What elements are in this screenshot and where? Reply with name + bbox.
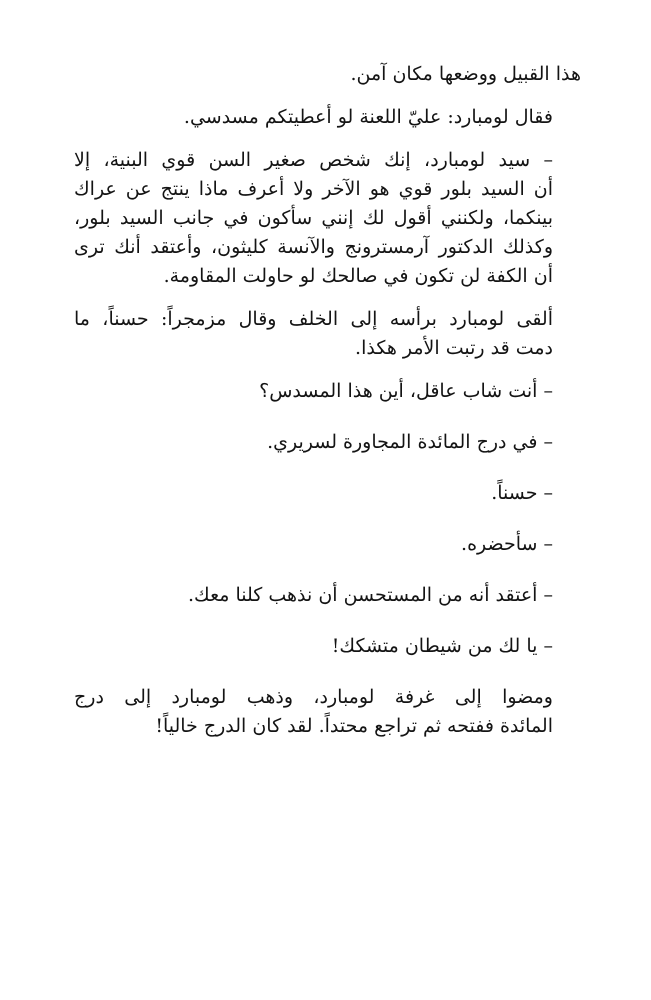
paragraph-continuation bbox=[74, 60, 581, 89]
text-line: ألقى لومبارد برأسه إلى الخلف وقال مزمجراً: حسناً، ما bbox=[74, 308, 553, 330]
dialog-line: – أنت شاب عاقل، أين هذا المسدس؟ bbox=[259, 380, 553, 402]
text-line: هذا القبيل ووضعها مكان آمن. bbox=[350, 63, 581, 85]
book-page bbox=[74, 60, 581, 755]
text-line: بينكما، ولكنني أقول لك إنني سأكون في جانب السيد بلور، bbox=[74, 207, 553, 229]
text-line: المائدة ففتحه ثم تراجع محتداً. لقد كان الدرج خالياً! bbox=[155, 715, 553, 737]
text-line: فقال لومبارد: عليّ اللعنة لو أعطيتكم مسدسي. bbox=[183, 106, 553, 128]
dialog-line: – في درج المائدة المجاورة لسريري. bbox=[267, 431, 553, 453]
text-line: – سيد لومبارد، إنك شخص صغير السن قوي البنية، إلا bbox=[74, 149, 553, 171]
text-line: ومضوا إلى غرفة لومبارد، وذهب لومبارد إلى درج bbox=[74, 686, 553, 708]
paragraph-warning-to-lombard bbox=[74, 146, 581, 291]
text-line: وكذلك الدكتور آرمسترونج والآنسة كليثون، وأعتقد أنك ترى bbox=[74, 236, 553, 258]
text-line: أن الكفة لن تكون في صالحك لو حاولت المقاومة. bbox=[163, 265, 553, 287]
text-line: أن السيد بلور قوي هو الآخر ولا أعرف ماذا ينتج عن عراك bbox=[74, 178, 553, 200]
dialog-line: – حسناً. bbox=[491, 482, 553, 504]
dialog-line: – أعتقد أنه من المستحسن أن نذهب كلنا معك. bbox=[188, 584, 553, 606]
paragraph-lombard-refusal bbox=[74, 103, 581, 132]
text-line: دمت قد رتبت الأمر هكذا. bbox=[355, 337, 553, 359]
paragraph-empty-drawer bbox=[74, 683, 581, 741]
dialog-line: – يا لك من شيطان متشكك! bbox=[331, 635, 553, 657]
dialog-line: – سأحضره. bbox=[461, 533, 553, 555]
paragraph-lombard-concedes bbox=[74, 305, 581, 363]
